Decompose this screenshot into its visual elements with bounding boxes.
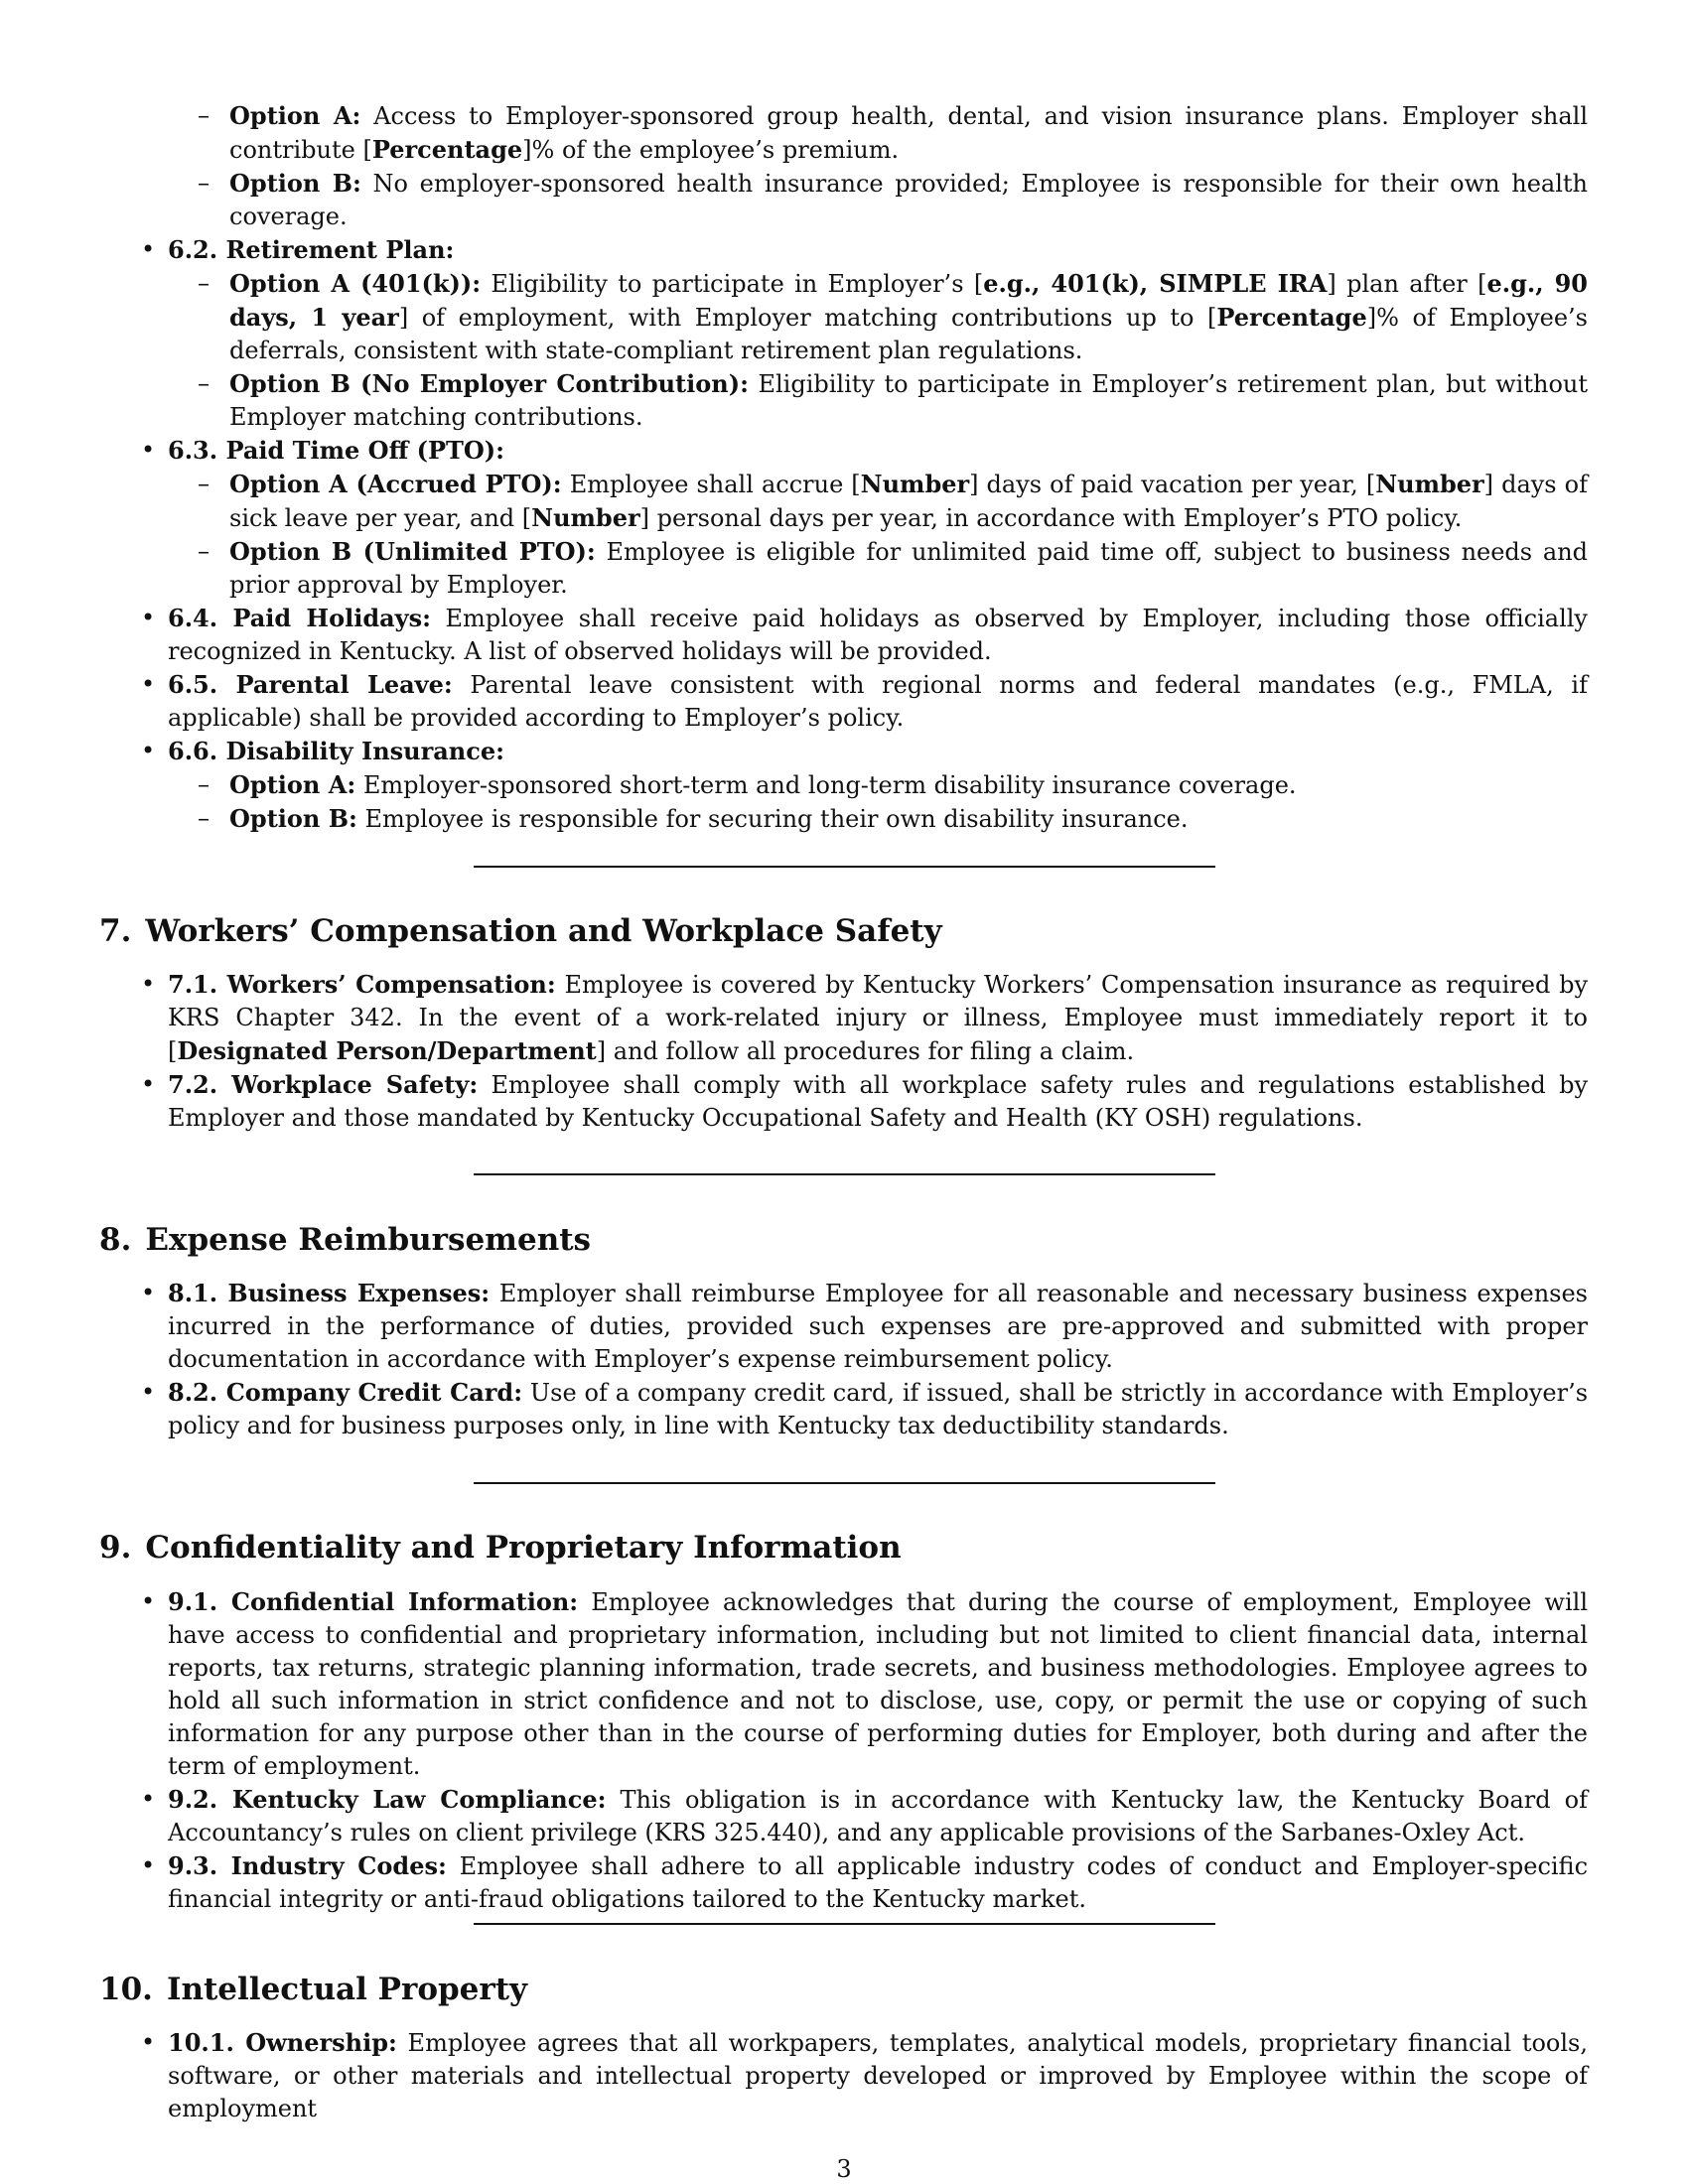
retirement-options: [168, 267, 1588, 434]
item-8-1-business-expenses: • 8.1. Business Expenses: Employer shall reimburse Employee for all reasonable and necessary business expenses incurred in the performance of duties, provided such expenses are pre-approved and submitted with proper documentation in accordance with Employer’s expense reimbursement policy.: [168, 1277, 1588, 1376]
section-divider: [474, 1173, 1215, 1175]
section-9-body: [0, 1585, 1688, 1916]
section-7-items: [0, 968, 1688, 1135]
retirement-option-b: – Option B (No Employer Contribution): Eligibility to participate in Employer’s retirement plan, but without Employer matching contributions.: [229, 367, 1588, 434]
section-10-heading: 10. Intellectual Property: [99, 1972, 528, 2007]
section-8-items: [0, 1277, 1688, 1442]
item-10-1-ownership: • 10.1. Ownership: Employee agrees that all workpapers, templates, analytical models, proprietary financial tools, software, or other materials and intellectual property developed or improved by Employee within the scope of employment: [168, 2026, 1588, 2125]
item-6-4-paid-holidays: • 6.4. Paid Holidays: Employee shall receive paid holidays as observed by Employer, including those officially recognized in Kentucky. A list of observed holidays will be provided.: [168, 602, 1588, 668]
section-7-body: [0, 968, 1688, 1135]
item-6-2-retirement-plan: • 6.2. Retirement Plan: – Option A (401(k)): Eligibility to participate in Employer’s [e.g., 401(k), SIMPLE IRA] plan after [e.g., 90 days, 1 year] of employment, with Employer matching contributions up to [Percentage]% of Employee’s deferrals, consistent with state-compliant retirement plan regulations. – Option B (No Employer Contribution): Eligibility to participate in Employer’s retirement plan, but without Employer matching contributions.: [168, 233, 1588, 434]
item-6-5-parental-leave: • 6.5. Parental Leave: Parental leave consistent with regional norms and federal mandates (e.g., FMLA, if applicable) shall be provided according to Employer’s policy.: [168, 668, 1588, 735]
section-divider: [474, 1482, 1215, 1484]
item-6-6-disability-insurance: • 6.6. Disability Insurance: – Option A: Employer-sponsored short-term and long-term disability insurance coverage. – Option B: Employee is responsible for securing their own disability insurance.: [168, 735, 1588, 836]
health-insurance-options: [0, 99, 1688, 233]
item-9-1-confidential-information: • 9.1. Confidential Information: Employee acknowledges that during the course of employment, Employee will have access to confidential and proprietary information, including but not limited to client financial data, internal reports, tax returns, strategic planning information, trade secrets, and business methodologies. Employee agrees to hold all such information in strict confidence and not to disclose, use, copy, or permit the use or copying of such information for any purpose other than in the course of performing duties for Employer, both during and after the term of employment.: [168, 1585, 1588, 1783]
item-9-3-industry-codes: • 9.3. Industry Codes: Employee shall adhere to all applicable industry codes of conduct and Employer-specific financial integrity or anti-fraud obligations tailored to the Kentucky market.: [168, 1849, 1588, 1916]
disability-options: [168, 768, 1588, 836]
disability-option-b: – Option B: Employee is responsible for securing their own disability insurance.: [229, 802, 1588, 836]
section-divider: [474, 866, 1215, 868]
page-number: 3: [836, 2155, 852, 2183]
item-7-2-workplace-safety: • 7.2. Workplace Safety: Employee shall comply with all workplace safety rules and regulations established by Employer and those mandated by Kentucky Occupational Safety and Health (KY OSH) regulations.: [168, 1068, 1588, 1135]
retirement-option-a: – Option A (401(k)): Eligibility to participate in Employer’s [e.g., 401(k), SIMPLE IRA] plan after [e.g., 90 days, 1 year] of employment, with Employer matching contributions up to [Percentage]% of Employee’s deferrals, consistent with state-compliant retirement plan regulations.: [229, 267, 1588, 367]
item-6-3-paid-time-off: • 6.3. Paid Time Off (PTO): – Option A (Accrued PTO): Employee shall accrue [Number] days of paid vacation per year, [Number] days of sick leave per year, and [Number] personal days per year, in accordance with Employer’s PTO policy. – Option B (Unlimited PTO): Employee is eligible for unlimited paid time off, subject to business needs and prior approval by Employer.: [168, 434, 1588, 602]
health-option-b: – Option B: No employer-sponsored health insurance provided; Employee is responsible for their own health coverage.: [229, 167, 1588, 233]
pto-options: [168, 468, 1588, 602]
section-divider: [474, 1923, 1215, 1925]
section-9-items: [0, 1585, 1688, 1916]
section-9-heading: 9. Confidentiality and Proprietary Information: [99, 1530, 902, 1566]
section-8-body: [0, 1277, 1688, 1442]
section-8-heading: 8. Expense Reimbursements: [99, 1222, 592, 1258]
health-option-a: – Option A: Access to Employer-sponsored group health, dental, and vision insurance plans. Employer shall contribute [Percentage]% of the employee’s premium.: [229, 99, 1588, 167]
pto-option-a: – Option A (Accrued PTO): Employee shall accrue [Number] days of paid vacation per year, [Number] days of sick leave per year, and [Number] personal days per year, in accordance with Employer’s PTO policy.: [229, 468, 1588, 535]
section-10-items: [0, 2026, 1688, 2125]
section-7-heading: 7. Workers’ Compensation and Workplace Safety: [99, 913, 942, 949]
section-6-items: [0, 233, 1688, 836]
section-10-body: [0, 2026, 1688, 2125]
disability-option-a: – Option A: Employer-sponsored short-term and long-term disability insurance coverage.: [229, 768, 1588, 802]
item-8-2-company-credit-card: • 8.2. Company Credit Card: Use of a company credit card, if issued, shall be strictly in accordance with Employer’s policy and for business purposes only, in line with Kentucky tax deductibility standards.: [168, 1376, 1588, 1442]
item-9-2-kentucky-law-compliance: • 9.2. Kentucky Law Compliance: This obligation is in accordance with Kentucky law, the Kentucky Board of Accountancy’s rules on client privilege (KRS 325.440), and any applicable provisions of the Sarbanes-Oxley Act.: [168, 1783, 1588, 1849]
item-7-1-workers-compensation: • 7.1. Workers’ Compensation: Employee is covered by Kentucky Workers’ Compensation insurance as required by KRS Chapter 342. In the event of a work-related injury or illness, Employee must immediately report it to [Designated Person/Department] and follow all procedures for filing a claim.: [168, 968, 1588, 1068]
section-6-continued: [0, 99, 1688, 836]
pto-option-b: – Option B (Unlimited PTO): Employee is eligible for unlimited paid time off, subject to business needs and prior approval by Employer.: [229, 535, 1588, 602]
